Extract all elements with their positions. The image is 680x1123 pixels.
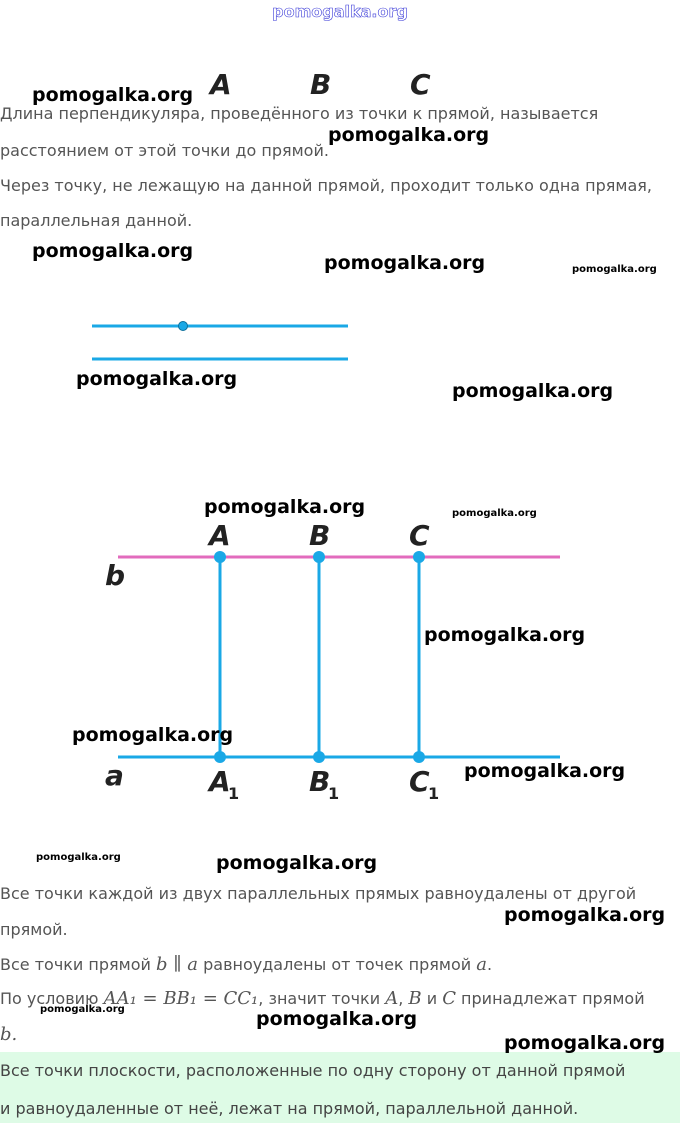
p5-math-c: C: [442, 988, 456, 1009]
p5-text-mid: , значит точки: [258, 989, 386, 1008]
top-letter-b: B: [310, 68, 332, 101]
point-b1: [313, 751, 325, 763]
paragraph-2-line-2: параллельная данной.: [0, 211, 193, 230]
point-b: [313, 551, 325, 563]
point-on-line: [179, 322, 188, 331]
paragraph-5-line-2: [0, 1024, 17, 1045]
top-letters: [200, 62, 440, 102]
conclusion-line-1: Все точки плоскости, расположенные по одну сторону от данной прямой: [0, 1061, 626, 1080]
p5-comma: ,: [398, 989, 409, 1008]
label-a1: A: [209, 765, 231, 798]
p5-math-a: A: [385, 988, 399, 1009]
watermark: pomogalka.org: [328, 124, 490, 146]
watermark: pomogalka.org: [72, 724, 234, 746]
p5-text-start: По условию: [0, 989, 104, 1008]
point-c: [413, 551, 425, 563]
label-b: B: [309, 519, 331, 552]
paragraph-1-line-1: Длина перпендикуляра, проведённого из точки к прямой, называется: [0, 104, 599, 123]
site-header-link[interactable]: pomogalka.org: [272, 2, 408, 21]
watermark: pomogalka.org: [504, 904, 666, 926]
watermark: pomogalka.org: [216, 852, 378, 874]
top-letter-a: A: [210, 68, 232, 101]
watermark: pomogalka.org: [424, 624, 586, 646]
label-b1-subscript: 1: [328, 784, 340, 803]
paragraph-4: [0, 954, 492, 975]
label-c: C: [409, 519, 430, 552]
watermark: pomogalka.org: [452, 380, 614, 402]
watermark: pomogalka.org: [32, 84, 194, 106]
watermark: pomogalka.org: [324, 252, 486, 274]
p5-and: и: [421, 989, 443, 1008]
p4-math-a: a: [476, 954, 487, 975]
label-c1: C: [409, 765, 430, 798]
p5-math-b: B: [408, 988, 422, 1009]
point-a: [214, 551, 226, 563]
label-a: A: [209, 519, 231, 552]
label-c1-subscript: 1: [428, 784, 440, 803]
paragraph-3-line-1: Все точки каждой из двух параллельных прямых равноудалены от другой: [0, 884, 637, 903]
watermark: pomogalka.org: [76, 368, 238, 390]
watermark: pomogalka.org: [40, 1004, 125, 1015]
p4-math-parallel: b ∥ a: [156, 954, 199, 975]
watermark: pomogalka.org: [464, 760, 626, 782]
label-line-b: b: [105, 559, 126, 592]
label-a1-subscript: 1: [228, 784, 240, 803]
watermark: pomogalka.org: [572, 264, 657, 275]
paragraph-3-line-2: прямой.: [0, 920, 68, 939]
p4-text-start: Все точки прямой: [0, 955, 156, 974]
label-b1: B: [309, 765, 331, 798]
point-c1: [413, 751, 425, 763]
p5-math-line-b: b.: [0, 1024, 18, 1045]
top-letter-c: C: [410, 68, 431, 101]
label-line-a: a: [105, 759, 124, 792]
paragraph-1-line-2: расстоянием от этой точки до прямой.: [0, 141, 329, 160]
watermark: pomogalka.org: [452, 508, 537, 519]
p4-text-mid: равноудалены от точек прямой: [198, 955, 477, 974]
watermark: pomogalka.org: [504, 1032, 666, 1054]
conclusion-line-2: и равноудаленные от неё, лежат на прямой, параллельной данной.: [0, 1099, 579, 1118]
watermark: pomogalka.org: [256, 1008, 418, 1030]
parallel-lines-figure: [80, 310, 360, 370]
watermark: pomogalka.org: [32, 240, 194, 262]
watermark: pomogalka.org: [204, 496, 366, 518]
p5-text-end: принадлежат прямой: [455, 989, 645, 1008]
watermark: pomogalka.org: [36, 852, 121, 863]
point-a1: [214, 751, 226, 763]
p5-math-equality: AA₁ = BB₁ = CC₁: [103, 988, 259, 1009]
p4-text-end: .: [487, 955, 493, 974]
paragraph-2-line-1: Через точку, не лежащую на данной прямой, проходит только одна прямая,: [0, 176, 652, 195]
